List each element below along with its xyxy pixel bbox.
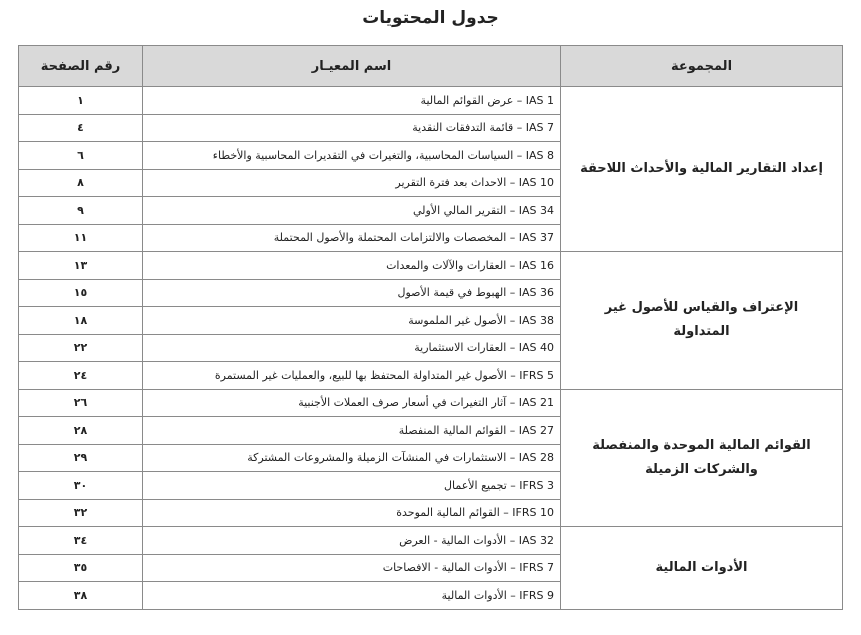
standard-name-cell: IAS 8 – السياسات المحاسبية، والتغيرات في التقديرات المحاسبية والأخطاء [143,142,561,170]
standard-name-cell: IAS 40 – العقارات الاستثمارية [143,334,561,362]
standard-name-cell: IAS 28 – الاستثمارات في المنشآت الزميلة والمشروعات المشتركة [143,444,561,472]
standard-name-cell: IAS 36 – الهبوط في قيمة الأصول [143,279,561,307]
page-number-cell: ٣٢ [19,499,143,527]
table-header [19,46,843,87]
page-number-cell: ٣٠ [19,472,143,500]
page-number-cell: ٢٩ [19,444,143,472]
contents-table [18,45,843,610]
standard-name-cell: IAS 21 – آثار التغيرات في أسعار صرف العملات الأجنبية [143,389,561,417]
page-number-cell: ٦ [19,142,143,170]
page-number-cell: ٢٤ [19,362,143,390]
group-name-cell: إعداد التقارير المالية والأحداث اللاحقة [561,87,843,252]
page-number-cell: ٨ [19,169,143,197]
page-title: جدول المحتويات [362,8,499,28]
page-number-cell: ٣٥ [19,554,143,582]
standard-name-cell: IAS 34 – التقرير المالي الأولي [143,197,561,225]
standard-name-cell: IAS 1 – عرض القوائم المالية [143,87,561,115]
standard-name-cell: IAS 38 – الأصول غير الملموسة [143,307,561,335]
page-number-cell: ٩ [19,197,143,225]
standard-name-cell: IFRS 7 – الأدوات المالية - الافصاحات [143,554,561,582]
group-name-cell: الأدوات المالية [561,527,843,610]
table-row [19,527,843,555]
standard-name-cell: IFRS 10 – القوائم المالية الموحدة [143,499,561,527]
standard-name-cell: IAS 16 – العقارات والآلات والمعدات [143,252,561,280]
page-number-cell: ١٣ [19,252,143,280]
page-number-cell: ١١ [19,224,143,252]
table-row [19,252,843,280]
table-row [19,87,843,115]
page-number-cell: ٣٤ [19,527,143,555]
page-number-cell: ٢٢ [19,334,143,362]
standard-name-cell: IAS 27 – القوائم المالية المنفصلة [143,417,561,445]
page-number-cell: ٢٨ [19,417,143,445]
page-number-cell: ١٥ [19,279,143,307]
standard-name-cell: IAS 10 – الاحداث بعد فترة التقرير [143,169,561,197]
header-standard: اسم المعيـار [143,46,561,87]
table-body [19,87,843,610]
page-number-cell: ٢٦ [19,389,143,417]
page-number-cell: ١٨ [19,307,143,335]
standard-name-cell: IAS 32 – الأدوات المالية - العرض [143,527,561,555]
header-group: المجموعة [561,46,843,87]
standard-name-cell: IFRS 3 – تجميع الأعمال [143,472,561,500]
standard-name-cell: IFRS 5 – الأصول غير المتداولة المحتفظ بها للبيع، والعمليات غير المستمرة [143,362,561,390]
group-name-cell: القوائم المالية الموحدة والمنفصلة والشركات الزميلة [561,389,843,527]
table-row [19,389,843,417]
standard-name-cell: IAS 7 – قائمة التدفقات النقدية [143,114,561,142]
page-number-cell: ٣٨ [19,582,143,610]
header-row [19,46,843,87]
page-number-cell: ٤ [19,114,143,142]
header-page: رقم الصفحة [19,46,143,87]
standard-name-cell: IFRS 9 – الأدوات المالية [143,582,561,610]
page-number-cell: ١ [19,87,143,115]
standard-name-cell: IAS 37 – المخصصات والالتزامات المحتملة والأصول المحتملة [143,224,561,252]
group-name-cell: الإعتراف والقياس للأصول غير المتداولة [561,252,843,390]
